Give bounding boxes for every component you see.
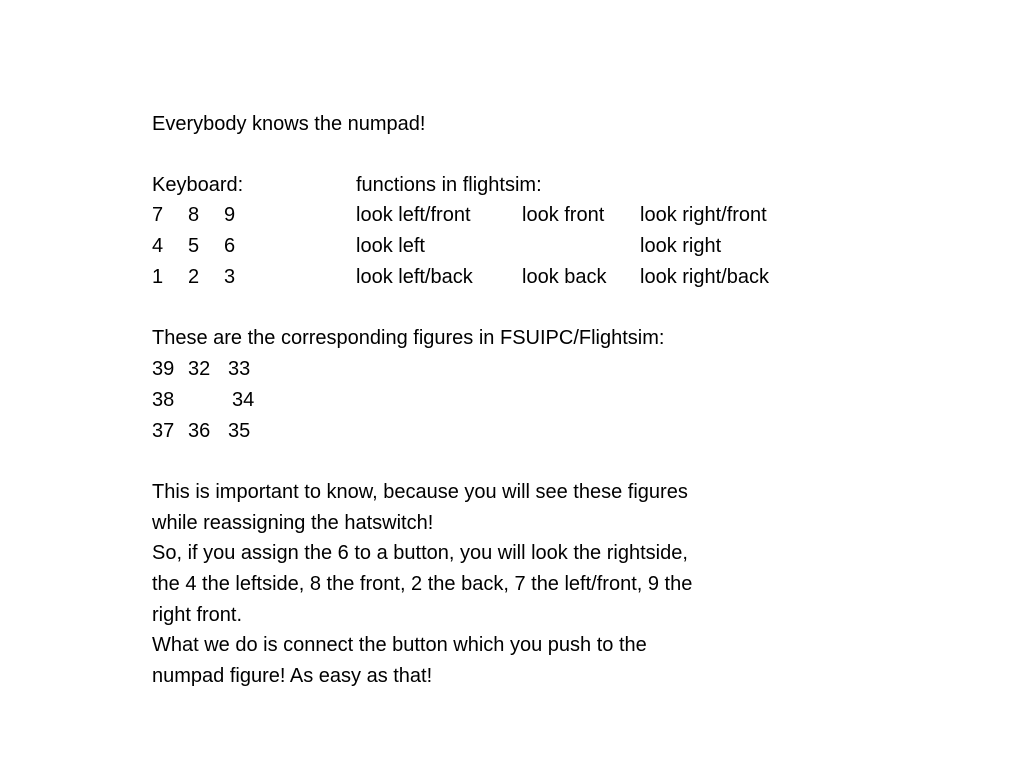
function-label: look right (640, 235, 722, 257)
key: 1 (152, 266, 164, 288)
function-label: look left/back (356, 266, 473, 288)
key: 9 (224, 204, 236, 226)
fsuipc-value: 32 (188, 358, 211, 380)
table-header (152, 170, 852, 201)
key: 7 (152, 204, 164, 226)
key: 5 (188, 235, 200, 257)
fsuipc-value: 33 (228, 358, 251, 380)
function-label: look front (522, 204, 605, 226)
paragraph-line: numpad figure! As easy as that! (152, 665, 433, 687)
fsuipc-value: 37 (152, 420, 175, 442)
key: 2 (188, 266, 200, 288)
key: 8 (188, 204, 200, 226)
keyboard-header: Keyboard: (152, 174, 244, 196)
fsuipc-value: 35 (228, 420, 251, 442)
fsuipc-row (152, 416, 352, 447)
paragraph-line: What we do is connect the button which you push to the (152, 634, 647, 656)
function-label: look right/back (640, 266, 769, 288)
function-label: look back (522, 266, 607, 288)
paragraph-line: while reassigning the hatswitch! (152, 512, 434, 534)
fsuipc-value: 36 (188, 420, 211, 442)
fsuipc-intro: These are the corresponding figures in FSUIPC/Flightsim: (152, 327, 665, 349)
paragraph-line: This is important to know, because you will see these figures (152, 481, 688, 503)
paragraph-line: right front. (152, 604, 243, 626)
functions-header: functions in flightsim: (356, 174, 542, 196)
fsuipc-value: 34 (232, 389, 255, 411)
key: 3 (224, 266, 236, 288)
fsuipc-value: 38 (152, 389, 175, 411)
key: 6 (224, 235, 236, 257)
fsuipc-value: 39 (152, 358, 175, 380)
fsuipc-row (152, 385, 352, 416)
keypad-row (152, 231, 852, 262)
function-label: look right/front (640, 204, 767, 226)
intro-text: Everybody knows the numpad! (152, 113, 426, 135)
fsuipc-row (152, 354, 352, 385)
function-label: look left (356, 235, 425, 257)
paragraph-line: the 4 the leftside, 8 the front, 2 the back, 7 the left/front, 9 the (152, 573, 693, 595)
keypad-row (152, 262, 852, 293)
paragraph-line: So, if you assign the 6 to a button, you will look the rightside, (152, 542, 688, 564)
key: 4 (152, 235, 164, 257)
function-label: look left/front (356, 204, 471, 226)
keypad-row (152, 200, 852, 231)
